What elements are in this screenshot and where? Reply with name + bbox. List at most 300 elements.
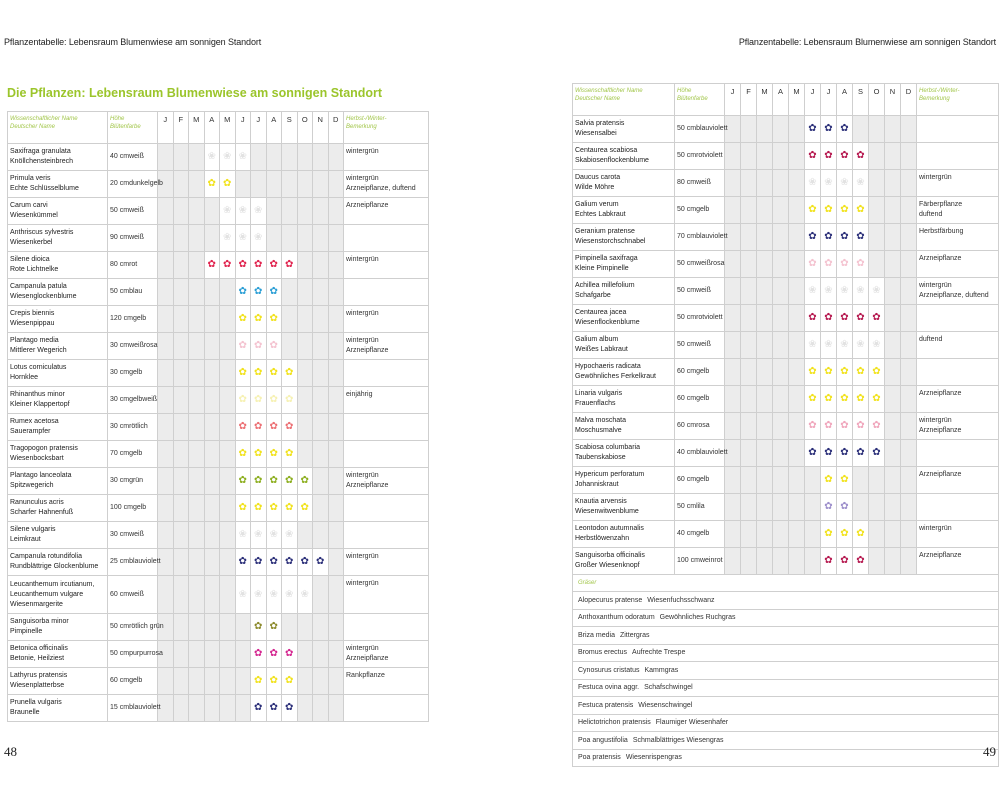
month-cell [158, 333, 174, 360]
flower-icon: ✿ [824, 474, 833, 485]
plant-height: 120 cm [110, 315, 133, 322]
grass-cell [573, 679, 999, 697]
flower-icon: ✿ [856, 420, 865, 431]
flower-icon: ✿ [254, 367, 263, 378]
month-cell [266, 641, 282, 668]
month-cell [328, 695, 344, 722]
month-cell [313, 387, 329, 414]
month-cell [805, 278, 821, 305]
month-cell [725, 386, 741, 413]
right-page [500, 0, 1000, 800]
plant-height: 50 cm [677, 503, 697, 510]
plant-name-cell [8, 198, 108, 225]
flower-icon: ❀ [824, 285, 833, 296]
month-cell [297, 549, 313, 576]
flower-icon: ❀ [808, 177, 817, 188]
plant-name-cell [8, 387, 108, 414]
german-name: Kleiner Klappertopf [10, 401, 70, 408]
plant-name-cell [573, 197, 675, 224]
grass-scientific-name: Alopecurus pratense [578, 596, 643, 604]
month-cell [158, 668, 174, 695]
month-cell [158, 576, 174, 614]
month-header: A [837, 84, 853, 116]
grass-german-name: Flaumiger Wiesenhafer [655, 719, 729, 727]
grass-german-name: Zittergras [619, 631, 650, 639]
flower-icon: ✿ [269, 502, 278, 513]
month-cell [204, 576, 220, 614]
month-cell [251, 144, 267, 171]
flower-icon: ❀ [808, 339, 817, 350]
remark-cell: duftend [917, 332, 999, 359]
grass-row [573, 627, 999, 645]
grass-row [573, 732, 999, 750]
flower-color-name: blauviolett [696, 233, 728, 240]
table-row [573, 143, 999, 170]
month-cell [901, 494, 917, 521]
grass-german-name: Wiesenschwingel [638, 701, 693, 709]
flower-icon: ❀ [840, 177, 849, 188]
month-cell [282, 225, 298, 252]
month-cell [805, 521, 821, 548]
month-cell [741, 278, 757, 305]
month-cell [885, 467, 901, 494]
month-cell [204, 695, 220, 722]
flower-icon: ✿ [872, 366, 881, 377]
month-cell [328, 225, 344, 252]
grass-row [573, 697, 999, 715]
month-cell [837, 305, 853, 332]
scientific-name: Rumex acetosa [10, 418, 59, 425]
flower-icon: ✿ [824, 231, 833, 242]
flower-color-name: gelb [696, 476, 710, 483]
german-name: Echte Schlüsselblume [10, 185, 79, 192]
month-cell [313, 468, 329, 495]
grass-german-name: Wiesenfuchsschwanz [647, 596, 715, 604]
height-color-cell [108, 279, 158, 306]
plant-height: 50 cm [677, 287, 697, 294]
month-cell [313, 695, 329, 722]
month-cell [837, 278, 853, 305]
month-cell [220, 387, 236, 414]
month-cell [853, 170, 869, 197]
month-cell [204, 144, 220, 171]
flower-icon: ✿ [840, 420, 849, 431]
month-cell [757, 386, 773, 413]
flower-icon: ✿ [269, 621, 278, 632]
month-cell [789, 143, 805, 170]
month-cell [853, 494, 869, 521]
grass-cell [573, 609, 999, 627]
remark-cell: wintergrün [344, 144, 429, 171]
flower-color-name: blauviolett [696, 449, 728, 456]
month-cell [805, 170, 821, 197]
flower-icon: ✿ [840, 447, 849, 458]
flower-icon: ✿ [824, 258, 833, 269]
flower-color-name: weiß [129, 234, 144, 241]
scientific-name: Galium album [575, 336, 619, 343]
month-cell [821, 143, 837, 170]
month-cell [328, 576, 344, 614]
grass-german-name: Schafschwingel [644, 684, 693, 692]
plant-height: 90 cm [110, 234, 130, 241]
header-name-line2: Deutscher Name [10, 124, 56, 130]
month-cell [282, 576, 298, 614]
month-cell [885, 143, 901, 170]
flower-icon: ❀ [856, 339, 865, 350]
month-cell [837, 332, 853, 359]
month-cell [725, 251, 741, 278]
german-name: Sauerampfer [10, 428, 51, 435]
month-cell [158, 414, 174, 441]
table-row [8, 695, 429, 722]
month-cell [297, 468, 313, 495]
height-color-cell [108, 522, 158, 549]
flower-icon: ❀ [223, 232, 232, 243]
plant-height: 60 cm [110, 677, 130, 684]
plant-table-right [572, 83, 999, 767]
grass-row [573, 749, 999, 767]
month-cell [235, 576, 251, 614]
month-cell [837, 143, 853, 170]
flower-icon: ✿ [824, 312, 833, 323]
plant-height: 80 cm [677, 179, 697, 186]
flower-icon: ✿ [285, 675, 294, 686]
month-cell [328, 333, 344, 360]
table-row [8, 668, 429, 695]
german-name: Moschusmalve [575, 427, 622, 434]
month-cell [328, 198, 344, 225]
page-number: 49 [983, 744, 996, 759]
month-cell [266, 171, 282, 198]
month-cell [757, 143, 773, 170]
remark-cell [917, 116, 999, 143]
month-cell [789, 494, 805, 521]
month-cell [757, 548, 773, 575]
remark-cell [344, 225, 429, 252]
month-cell [869, 332, 885, 359]
flower-color-name: rötlich [129, 423, 148, 430]
running-head: Pflanzentabelle: Lebensraum Blumenwiese am sonnigen Standort [738, 37, 996, 47]
month-cell [821, 494, 837, 521]
month-cell [220, 225, 236, 252]
scientific-name: Plantago media [10, 337, 59, 344]
month-cell [282, 614, 298, 641]
remark-cell: wintergrün Arzneipflanze, duftend [344, 171, 429, 198]
grass-row [573, 592, 999, 610]
grass-german-name: Kammgras [644, 666, 679, 674]
month-cell [725, 278, 741, 305]
german-name: Echtes Labkraut [575, 211, 626, 218]
height-color-cell [108, 495, 158, 522]
flower-icon: ✿ [254, 340, 263, 351]
flower-icon: ❀ [238, 205, 247, 216]
month-cell [901, 170, 917, 197]
month-cell [757, 494, 773, 521]
month-cell [313, 576, 329, 614]
month-cell [204, 225, 220, 252]
month-cell [235, 641, 251, 668]
month-cell [235, 279, 251, 306]
month-cell [158, 441, 174, 468]
flower-icon: ✿ [824, 150, 833, 161]
flower-icon: ❀ [254, 205, 263, 216]
flower-icon: ✿ [254, 702, 263, 713]
month-cell [741, 494, 757, 521]
month-cell [869, 278, 885, 305]
remark-cell: Färberpflanze duftend [917, 197, 999, 224]
flower-icon: ✿ [238, 313, 247, 324]
month-cell [266, 279, 282, 306]
month-cell [885, 278, 901, 305]
grass-scientific-name: Festuca ovina aggr. [578, 684, 640, 692]
german-name: Kleine Pimpinelle [575, 265, 629, 272]
plant-height: 50 cm [677, 314, 697, 321]
german-name: Rote Lichtnelke [10, 266, 59, 273]
german-name: Wiesenkerbel [10, 239, 53, 246]
month-cell [789, 548, 805, 575]
month-cell [821, 467, 837, 494]
remark-cell [344, 441, 429, 468]
remark-cell: wintergrün Arzneipflanze [917, 413, 999, 440]
height-color-cell [675, 548, 725, 575]
flower-icon: ❀ [238, 232, 247, 243]
german-name: Wiesenbocksbart [10, 455, 64, 462]
flower-icon: ❀ [269, 529, 278, 540]
flower-icon: ✿ [238, 421, 247, 432]
flower-icon: ✿ [808, 366, 817, 377]
table-row [573, 440, 999, 467]
flower-icon: ✿ [300, 475, 309, 486]
flower-color-name: gelb [129, 450, 143, 457]
scientific-name: Hypochaeris radicata [575, 363, 641, 370]
flower-icon: ✿ [840, 231, 849, 242]
month-cell [725, 413, 741, 440]
flower-icon: ✿ [872, 420, 881, 431]
height-color-cell [108, 441, 158, 468]
german-name: Weißes Labkraut [575, 346, 628, 353]
flower-icon: ✿ [808, 420, 817, 431]
height-color-cell [108, 144, 158, 171]
month-cell [189, 549, 205, 576]
month-cell [235, 171, 251, 198]
month-header: M [189, 112, 205, 144]
plant-height: 60 cm [677, 395, 697, 402]
plant-name-cell [573, 251, 675, 278]
month-cell [821, 278, 837, 305]
table-row [573, 116, 999, 143]
month-header: M [789, 84, 805, 116]
flower-color-name: rot [129, 261, 138, 268]
flower-color-name: rotviolett [696, 152, 723, 159]
month-cell [173, 306, 189, 333]
german-name: Wiesenstorchschnabel [575, 238, 646, 245]
month-cell [757, 116, 773, 143]
month-cell [282, 306, 298, 333]
month-cell [282, 441, 298, 468]
plant-height: 30 cm [110, 342, 130, 349]
month-cell [173, 225, 189, 252]
flower-icon: ❀ [824, 339, 833, 350]
month-cell [220, 414, 236, 441]
flower-color-name: weißrosa [129, 342, 158, 349]
grasses-title-row [573, 575, 999, 592]
flower-color-name: weiß [696, 287, 711, 294]
height-color-cell [675, 440, 728, 467]
month-cell [220, 576, 236, 614]
month-cell [741, 116, 757, 143]
grass-scientific-name: Bromus erectus [578, 649, 628, 657]
flower-icon: ✿ [254, 675, 263, 686]
flower-icon: ✿ [254, 259, 263, 270]
flower-icon: ✿ [207, 259, 216, 270]
scientific-name: Silene dioica [10, 256, 50, 263]
month-cell [821, 521, 837, 548]
plant-height: 50 cm [677, 260, 697, 267]
month-cell [869, 440, 885, 467]
month-cell [853, 521, 869, 548]
flower-icon: ✿ [223, 178, 232, 189]
remark-cell [917, 305, 999, 332]
flower-icon: ✿ [285, 394, 294, 405]
grass-german-name: Aufrechte Trespe [632, 649, 686, 657]
flower-color-name: gelb [696, 206, 710, 213]
month-cell [741, 224, 757, 251]
flower-icon: ✿ [824, 204, 833, 215]
german-name: Wiesenwitwenblume [575, 508, 639, 515]
flower-icon: ✿ [808, 312, 817, 323]
month-cell [235, 252, 251, 279]
month-cell [328, 549, 344, 576]
scientific-name: Achillea millefolium [575, 282, 635, 289]
plant-name-cell [573, 170, 675, 197]
header-row [8, 112, 429, 144]
flower-icon: ✿ [824, 501, 833, 512]
month-cell [869, 143, 885, 170]
month-cell [757, 359, 773, 386]
flower-icon: ❀ [840, 285, 849, 296]
month-cell [266, 225, 282, 252]
month-cell [328, 441, 344, 468]
remark-cell [917, 440, 999, 467]
month-cell [282, 252, 298, 279]
header-name [8, 112, 108, 144]
flower-icon: ✿ [856, 366, 865, 377]
month-cell [805, 224, 821, 251]
month-header: A [204, 112, 220, 144]
flower-icon: ✿ [285, 475, 294, 486]
plant-name-cell [8, 668, 108, 695]
header-name-line1: Wissenschaftlicher Name [10, 116, 78, 122]
remark-cell [917, 359, 999, 386]
flower-icon: ✿ [254, 448, 263, 459]
height-color-cell [108, 171, 163, 198]
grass-row [573, 662, 999, 680]
month-cell [853, 224, 869, 251]
remark-cell: Rankpflanze [344, 668, 429, 695]
month-cell [189, 614, 205, 641]
month-cell [837, 548, 853, 575]
month-cell [869, 116, 885, 143]
plant-name-cell [573, 332, 675, 359]
month-cell [869, 359, 885, 386]
month-cell [282, 414, 298, 441]
table-row [8, 171, 429, 198]
flower-color-name: rötlich grün [129, 623, 164, 630]
month-cell [901, 386, 917, 413]
month-cell [266, 468, 282, 495]
month-cell [885, 386, 901, 413]
flower-color-name: weiß [696, 179, 711, 186]
scientific-name: Carum carvi [10, 202, 48, 209]
scientific-name: Tragopogon pratensis [10, 445, 78, 452]
month-cell [885, 359, 901, 386]
header-note-line1: Herbst-/Winter- [346, 116, 387, 122]
month-cell [282, 360, 298, 387]
flower-color-name: blauviolett [129, 704, 161, 711]
scientific-name: Sanguisorba officinalis [575, 552, 645, 559]
height-color-cell [675, 359, 725, 386]
grass-cell [573, 627, 999, 645]
table-row [8, 306, 429, 333]
plant-name-cell [573, 143, 675, 170]
month-cell [173, 252, 189, 279]
month-cell [189, 641, 205, 668]
month-cell [189, 360, 205, 387]
flower-icon: ❀ [856, 177, 865, 188]
flower-icon: ✿ [223, 259, 232, 270]
month-cell [204, 252, 220, 279]
remark-cell: wintergrün [917, 170, 999, 197]
month-cell [901, 521, 917, 548]
remark-cell: wintergrün [344, 252, 429, 279]
table-row [573, 386, 999, 413]
remark-cell: wintergrün [344, 549, 429, 576]
header-note-line2: Bemerkung [346, 124, 377, 130]
plant-name-cell [8, 549, 108, 576]
plant-height: 60 cm [677, 368, 697, 375]
plant-name-cell [8, 441, 108, 468]
month-cell [297, 198, 313, 225]
height-color-cell [675, 224, 728, 251]
flower-icon: ✿ [808, 150, 817, 161]
german-name: Scharfer Hahnenfuß [10, 509, 74, 516]
month-cell [757, 521, 773, 548]
scientific-name: Linaria vulgaris [575, 390, 623, 397]
month-cell [173, 468, 189, 495]
month-cell [885, 170, 901, 197]
plant-name-cell [8, 360, 108, 387]
month-cell [901, 278, 917, 305]
german-name: Großer Wiesenknopf [575, 562, 640, 569]
month-cell [741, 170, 757, 197]
flower-icon: ✿ [269, 421, 278, 432]
flower-icon: ✿ [238, 502, 247, 513]
scientific-name: Primula veris [10, 175, 51, 182]
plant-name-cell [8, 414, 108, 441]
flower-icon: ✿ [840, 393, 849, 404]
flower-color-name: blauviolett [696, 125, 728, 132]
german-name: Taubenskabiose [575, 454, 626, 461]
flower-icon: ❀ [238, 529, 247, 540]
remark-cell: Arzneipflanze [344, 198, 429, 225]
month-cell [282, 468, 298, 495]
month-cell [837, 197, 853, 224]
month-cell [189, 387, 205, 414]
month-cell [313, 414, 329, 441]
table-row [8, 468, 429, 495]
month-header: M [220, 112, 236, 144]
month-cell [725, 305, 741, 332]
